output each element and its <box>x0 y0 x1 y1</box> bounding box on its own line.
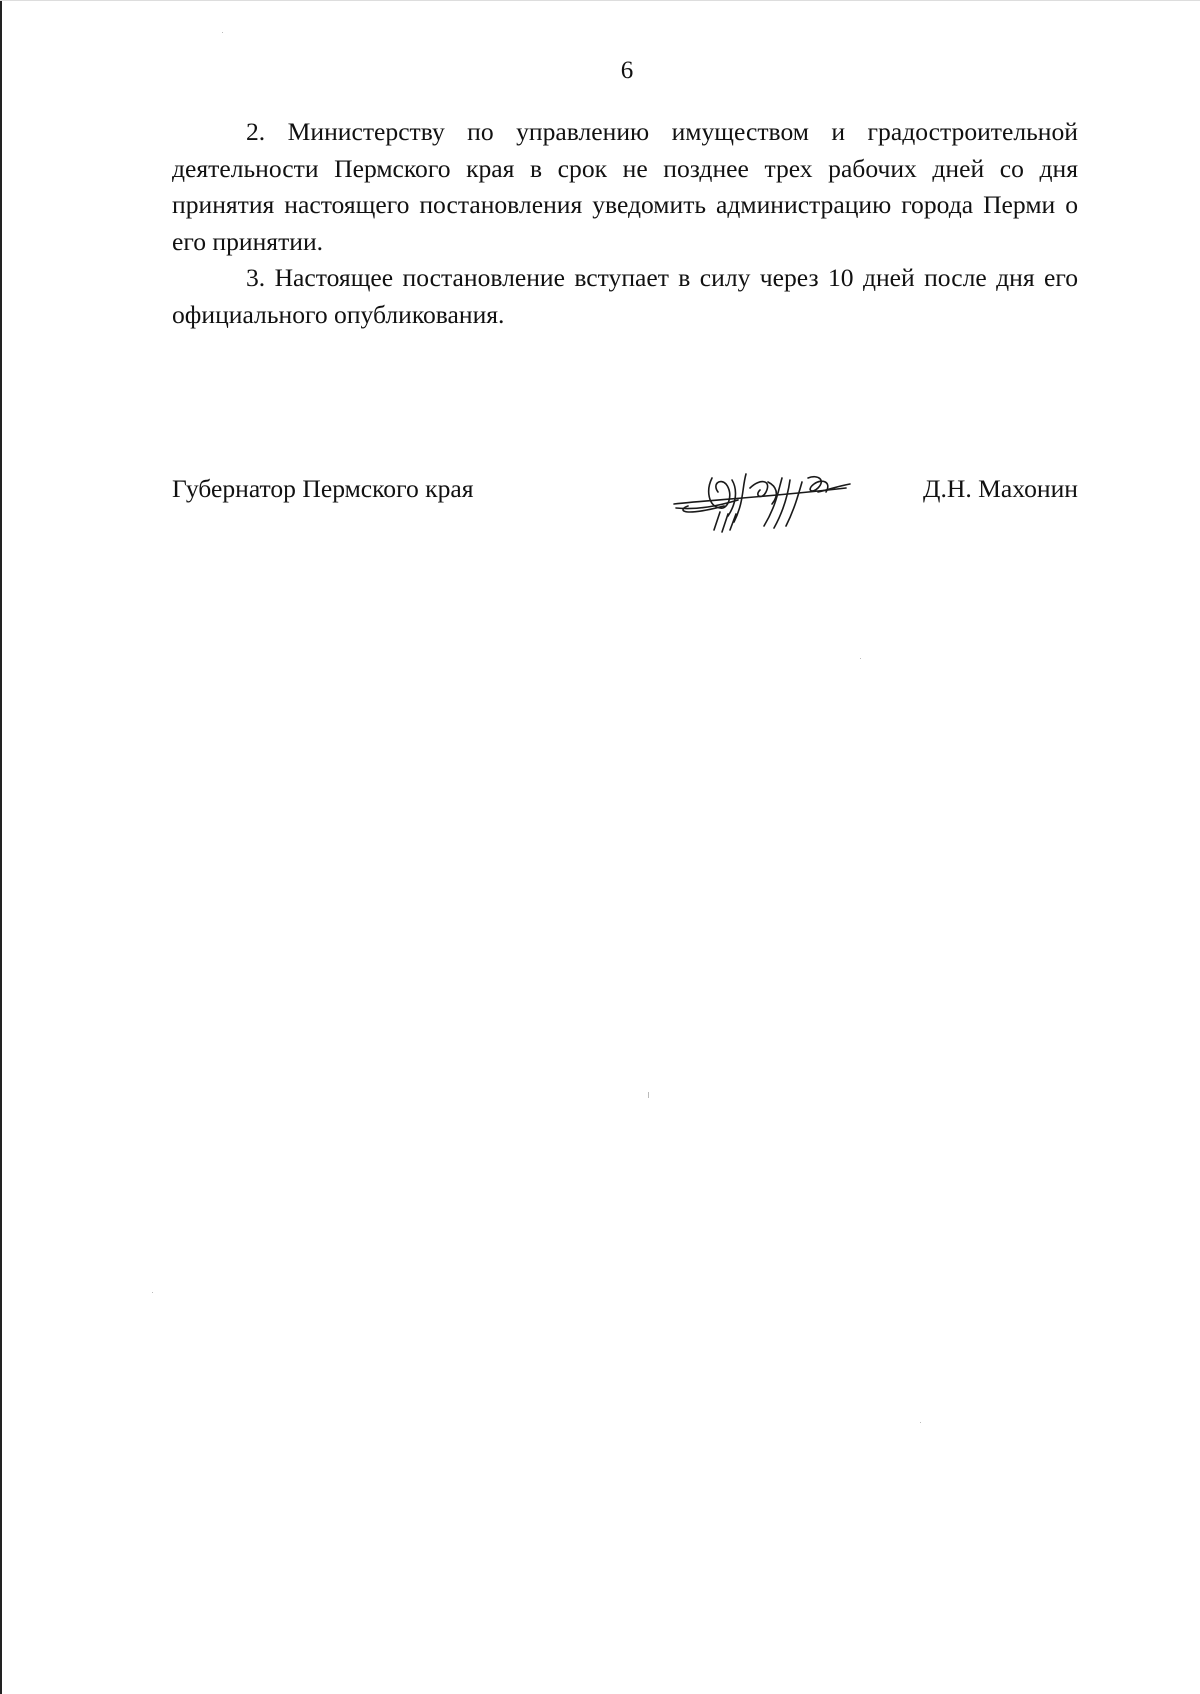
scan-speck <box>222 32 223 33</box>
page-number: 6 <box>620 57 634 84</box>
paragraph-2: 2. Министерству по управлению имуществом и градостроительной деятельности Пермского края в срок не позднее трех рабочих дней со дня принятия настоящего постановления уведомить администрацию города Перми о его принятии. <box>172 117 1078 256</box>
scan-speck <box>920 1422 921 1423</box>
document-body <box>172 114 1078 333</box>
scan-edge-top <box>0 0 1200 1</box>
scan-edge-left <box>0 0 2 1694</box>
signer-position: Губернатор Пермского края <box>172 474 474 503</box>
signature-block <box>172 460 1078 540</box>
scan-speck <box>648 1092 649 1098</box>
signer-name: Д.Н. Махонин <box>923 474 1078 503</box>
paragraph-3: 3. Настоящее постановление вступает в силу через 10 дней после дня его официального опубликования. <box>172 263 1078 329</box>
scan-speck <box>860 658 861 659</box>
handwritten-signature <box>668 460 868 540</box>
scan-speck <box>152 1292 153 1293</box>
